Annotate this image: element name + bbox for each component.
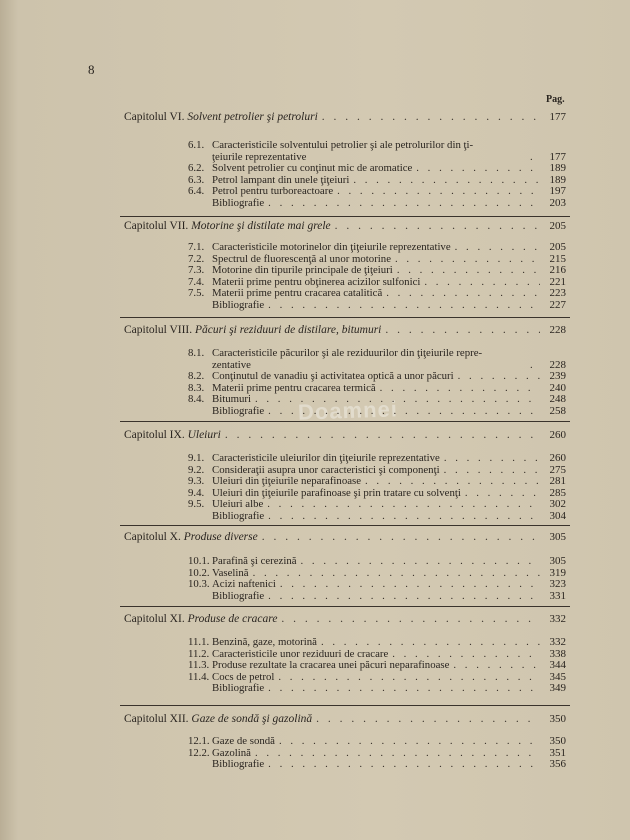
dot-leader <box>279 736 540 748</box>
entry-title: Materii prime pentru cracarea catalitică <box>212 287 383 300</box>
entry-title: Materii prime pentru cracarea termică <box>212 381 376 394</box>
entry-title: Produse rezultate la cracarea unei păcuri neparafinoase <box>212 659 450 672</box>
entry-title: Consideraţii asupra unor caracteristici şi componenţi <box>212 463 440 476</box>
entry-title: Caracteristicile solventului petrolier şi ale petrolurilor din ţi- <box>212 139 474 151</box>
entry-page: 203 <box>549 197 566 209</box>
chapter-page: 305 <box>549 531 566 543</box>
chapter-divider <box>120 421 570 422</box>
entry-title: Bibliografie <box>212 405 265 417</box>
chapter-title[interactable] <box>124 323 566 337</box>
chapter-subtitle: Gaze de sondă şi gazolină <box>191 713 313 725</box>
entry-number: 11.3. <box>188 659 210 672</box>
dot-leader <box>253 568 540 580</box>
entry-page: 350 <box>549 735 566 747</box>
entry-page: 228 <box>549 358 566 371</box>
dot-leader <box>255 748 540 760</box>
chapter-page: 228 <box>549 324 566 336</box>
entry-page: 356 <box>549 758 566 771</box>
entry-page: 239 <box>549 370 566 383</box>
entry-number: 7.2. <box>188 252 205 265</box>
chapter-divider <box>120 317 570 318</box>
entry-text <box>188 683 264 695</box>
bibliography-entry[interactable] <box>188 198 566 210</box>
chapter-subtitle: Uleiuri <box>187 429 221 441</box>
chapter-divider <box>120 216 570 217</box>
entry-number: 6.3. <box>188 173 205 186</box>
chapter-label <box>124 612 277 626</box>
entry-page: 177 <box>549 150 566 163</box>
entry-text <box>188 406 264 418</box>
dot-leader <box>255 394 540 406</box>
entry-number: 9.3. <box>188 475 205 488</box>
entry-page: 319 <box>549 566 566 579</box>
entry-title: Caracteristicile uleiurilor din ţiţeiurile reprezentative <box>212 452 440 464</box>
entry-page: 302 <box>549 498 566 511</box>
entry-title: Bitumuri <box>212 393 251 406</box>
entry-text <box>188 300 264 312</box>
chapter-number: Capitolul VI. <box>124 111 188 123</box>
chapter-title[interactable] <box>124 712 566 726</box>
entry-page: 248 <box>549 393 566 406</box>
dot-leader <box>225 428 540 442</box>
entry-page: 323 <box>549 578 566 591</box>
chapter-page: 205 <box>549 220 566 232</box>
dot-leader <box>268 406 540 418</box>
dot-leader <box>268 198 540 210</box>
entry-number: 12.2. <box>188 746 210 759</box>
entry-title: Gaze de sondă <box>212 735 275 747</box>
dot-leader <box>530 360 540 372</box>
entry-page: 332 <box>549 636 566 648</box>
entry-number: 7.1. <box>188 241 205 253</box>
chapter-number: Capitolul IX. <box>124 429 188 441</box>
entry-title: Bibliografie <box>212 758 265 771</box>
entry-title: Bibliografie <box>212 589 265 602</box>
entry-page: 216 <box>549 264 566 277</box>
entry-page: 281 <box>549 475 566 488</box>
entry-title-continuation: ţeiurile reprezentative <box>212 150 307 163</box>
entry-title: Vaselină <box>212 566 249 579</box>
dot-leader <box>268 300 540 312</box>
chapter-subtitle: Motorine şi distilate mai grele <box>191 220 331 232</box>
dot-leader <box>281 612 540 626</box>
dot-leader <box>416 163 540 175</box>
dot-leader <box>455 242 540 254</box>
entry-number: 6.1. <box>188 139 205 151</box>
entry-title: Conţinutul de vanadiu şi activitatea optică a unor păcuri <box>212 370 454 383</box>
entry-number: 12.1. <box>188 735 210 747</box>
entry-page: 189 <box>549 173 566 186</box>
entry-number: 10.2. <box>188 566 210 579</box>
entry-title: Bibliografie <box>212 299 265 311</box>
entry-number: 9.2. <box>188 463 205 476</box>
page-number: 8 <box>88 62 95 77</box>
dot-leader <box>268 511 540 523</box>
chapter-title[interactable] <box>124 110 566 124</box>
entry-text <box>188 348 526 371</box>
toc-entry[interactable] <box>188 140 566 163</box>
dot-leader <box>337 186 540 198</box>
entry-title: Caracteristicile păcurilor şi ale reziduurilor din ţiţeiurile repre- <box>212 347 483 359</box>
entry-title: Acizi naftenici <box>212 578 276 591</box>
dot-leader <box>386 288 540 300</box>
entry-title: Caracteristicile motorinelor din ţiţeiurile reprezentative <box>212 241 451 253</box>
entry-number: 8.4. <box>188 393 205 406</box>
entry-text <box>188 140 526 163</box>
entry-title: Bibliografie <box>212 682 265 695</box>
entry-page: 258 <box>549 405 566 417</box>
entry-number: 9.4. <box>188 486 205 499</box>
chapter-page: 177 <box>549 111 566 123</box>
entry-title-continuation: zentative <box>212 358 251 371</box>
chapter-label <box>124 712 312 726</box>
entry-page: 240 <box>549 381 566 394</box>
bibliography-entry[interactable] <box>188 511 566 523</box>
entry-number: 8.3. <box>188 381 205 394</box>
entry-number: 8.2. <box>188 370 205 383</box>
entry-title: Bibliografie <box>212 510 265 522</box>
entry-page: 304 <box>549 510 566 522</box>
entry-text <box>188 511 264 523</box>
chapter-title[interactable] <box>124 428 566 442</box>
dot-leader <box>444 453 540 465</box>
entry-title: Uleiuri din ţiţeiurile neparafinoase <box>212 475 362 488</box>
chapter-label <box>124 530 258 544</box>
dot-leader <box>301 556 540 568</box>
chapter-divider <box>120 606 570 607</box>
entry-number: 6.4. <box>188 185 205 198</box>
chapter-label <box>124 110 318 124</box>
entry-page: 189 <box>549 162 566 175</box>
entry-number: 10.1. <box>188 555 210 567</box>
dot-leader <box>268 683 540 695</box>
entry-text <box>188 591 264 603</box>
dot-leader <box>262 530 540 544</box>
chapter-number: Capitolul XI. <box>124 613 188 625</box>
dot-leader <box>458 371 540 383</box>
bibliography-entry[interactable] <box>188 683 566 695</box>
chapter-subtitle: Produse diverse <box>183 531 258 543</box>
entry-page: 260 <box>549 452 566 464</box>
dot-leader <box>278 672 540 684</box>
entry-text <box>188 198 264 210</box>
entry-number: 9.5. <box>188 498 205 511</box>
entry-page: 349 <box>549 682 566 695</box>
entry-title: Parafină şi cerezină <box>212 555 297 567</box>
dot-leader <box>444 465 540 477</box>
dot-leader <box>322 110 540 124</box>
dot-leader <box>280 579 540 591</box>
entry-page: 331 <box>549 589 566 602</box>
entry-number: 7.4. <box>188 275 205 288</box>
entry-title: Materii prime pentru obţinerea acizilor sulfonici <box>212 275 421 288</box>
chapter-number: Capitolul X. <box>124 531 184 543</box>
entry-title: Spectrul de fluorescenţă al unor motorine <box>212 252 391 265</box>
entry-title: Bibliografie <box>212 197 265 209</box>
entry-page: 227 <box>549 299 566 311</box>
dot-leader <box>268 591 540 603</box>
entry-title: Caracteristicile unor reziduuri de cracare <box>212 647 389 660</box>
bibliography-entry[interactable] <box>188 591 566 603</box>
toc-entry[interactable] <box>188 348 566 371</box>
chapter-subtitle: Păcuri şi reziduuri de distilare, bitumuri <box>195 324 382 336</box>
chapter-title[interactable] <box>124 612 566 626</box>
chapter-number: Capitolul VII. <box>124 220 192 232</box>
entry-number: 11.1. <box>188 636 210 648</box>
entry-title: Petrol pentru turboreactoare <box>212 185 334 198</box>
chapter-subtitle: Solvent petrolier şi petroluri <box>187 111 318 123</box>
bibliography-entry[interactable] <box>188 406 566 418</box>
entry-page: 275 <box>549 463 566 476</box>
chapter-divider <box>120 705 570 706</box>
dot-leader <box>353 175 540 187</box>
chapter-page: 350 <box>549 713 566 725</box>
entry-page: 344 <box>549 659 566 672</box>
entry-number: 11.4. <box>188 670 210 683</box>
entry-page: 205 <box>549 241 566 253</box>
entry-title: Solvent petrolier cu conţinut mic de aromatice <box>212 162 413 175</box>
chapter-title[interactable] <box>124 219 566 233</box>
entry-page: 223 <box>549 287 566 300</box>
page-column-header: Pag. <box>546 94 565 105</box>
entry-page: 351 <box>549 746 566 759</box>
entry-title: Uleiuri din ţiţeiurile parafinoase şi prin tratare cu solvenţi <box>212 486 461 499</box>
entry-title: Petrol lampant din unele ţiţeiuri <box>212 173 350 186</box>
dot-leader <box>268 759 540 771</box>
chapter-number: Capitolul VIII. <box>124 324 196 336</box>
entry-title: Gazolină <box>212 746 251 759</box>
dot-leader <box>335 219 540 233</box>
chapter-divider <box>120 525 570 526</box>
dot-leader <box>380 383 540 395</box>
bibliography-entry[interactable] <box>188 759 566 771</box>
dot-leader <box>465 488 540 500</box>
entry-page: 305 <box>549 555 566 567</box>
entry-title: Cocs de petrol <box>212 670 275 683</box>
entry-page: 345 <box>549 670 566 683</box>
entry-number: 10.3. <box>188 578 210 591</box>
entry-title: Uleiuri albe <box>212 498 264 511</box>
entry-page: 197 <box>549 185 566 198</box>
entry-number: 7.3. <box>188 264 205 277</box>
watermark: Doamnei <box>297 396 399 425</box>
entry-page: 221 <box>549 275 566 288</box>
dot-leader <box>453 660 540 672</box>
chapter-label <box>124 323 381 337</box>
entry-number: 9.1. <box>188 452 205 464</box>
entry-title: Motorine din tipurile principale de ţiţeiuri <box>212 264 393 277</box>
chapter-title[interactable] <box>124 530 566 544</box>
dot-leader <box>530 152 540 164</box>
chapter-page: 260 <box>549 429 566 441</box>
chapter-page: 332 <box>549 613 566 625</box>
chapter-subtitle: Produse de cracare <box>187 613 278 625</box>
entry-page: 285 <box>549 486 566 499</box>
dot-leader <box>395 254 540 266</box>
entry-text <box>188 759 264 771</box>
entry-number: 7.5. <box>188 287 205 300</box>
entry-page: 338 <box>549 647 566 660</box>
chapter-label <box>124 219 331 233</box>
dot-leader <box>316 712 540 726</box>
dot-leader <box>424 277 540 289</box>
dot-leader <box>267 499 540 511</box>
chapter-number: Capitolul XII. <box>124 713 192 725</box>
entry-page: 215 <box>549 252 566 265</box>
chapter-label <box>124 428 221 442</box>
entry-number: 8.1. <box>188 347 205 359</box>
entry-title: Benzină, gaze, motorină <box>212 636 317 648</box>
bibliography-entry[interactable] <box>188 300 566 312</box>
dot-leader <box>385 323 540 337</box>
entry-number: 6.2. <box>188 162 205 175</box>
entry-number: 11.2. <box>188 647 210 660</box>
